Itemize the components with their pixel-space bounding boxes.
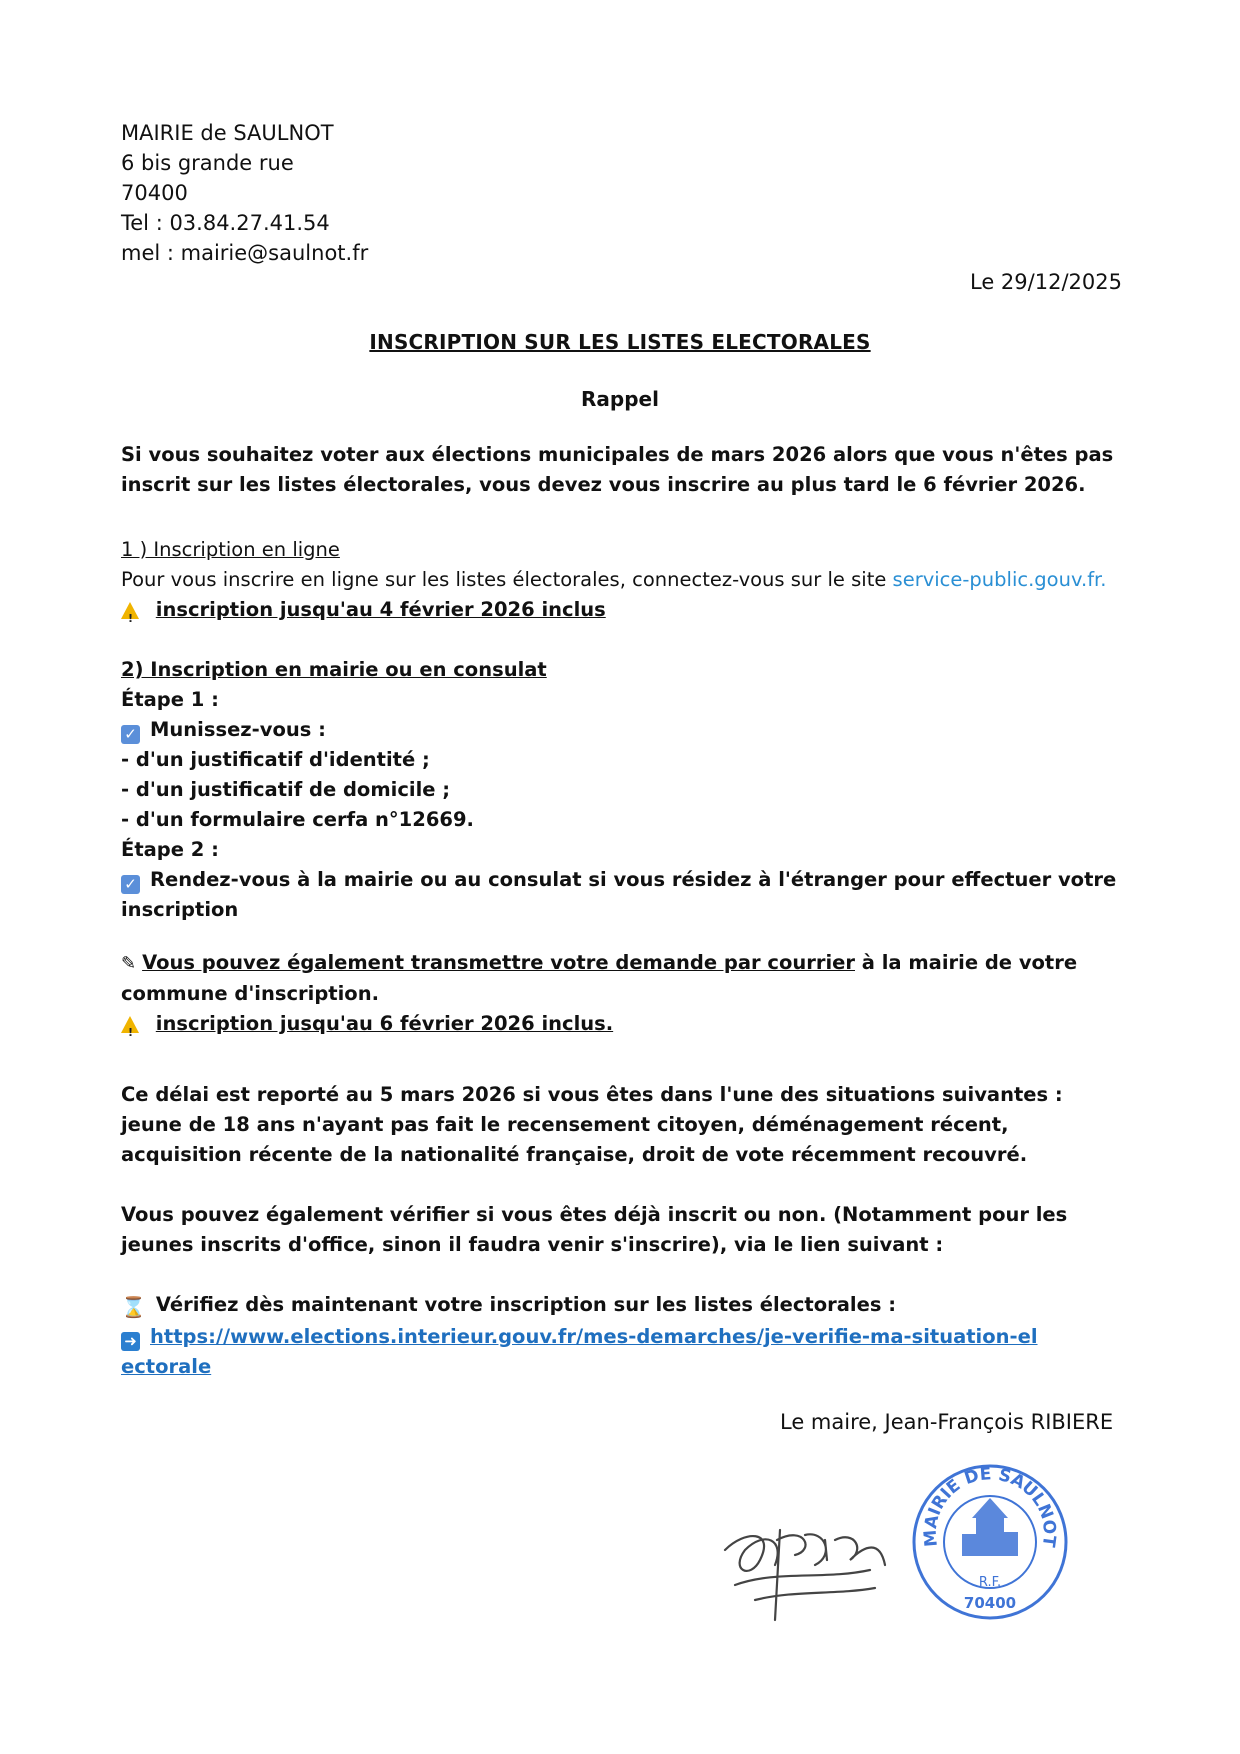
checkbox-icon: ✓ [121,725,140,744]
signature-image [715,1510,895,1630]
step2-item [121,865,1121,925]
sender-mail: mel : mairie@saulnot.fr [121,241,369,265]
extension-paragraph: Ce délai est reporté au 5 mars 2026 si vous êtes dans l'une des situations suivantes : jeune de 18 ans n'ayant pas fait le recensement citoyen, déménagement récent, acquisition récente de la nationalité française, droit de vote récemment recouvré. [121,1083,1063,1166]
online-deadline-text: inscription jusqu'au 4 février 2026 inclus [155,598,606,621]
verify-section [121,1290,1121,1382]
intro-paragraph: Si vous souhaitez voter aux élections municipales de mars 2026 alors que vous n'êtes pas inscrit sur les listes électorales, vous devez vous inscrire au plus tard le 6 février 2026. [121,443,1114,496]
page-subtitle: Rappel [581,387,659,411]
page-title: INSCRIPTION SUR LES LISTES ELECTORALES [369,330,871,354]
doc-item: - d'un justificatif d'identité ; [121,748,430,771]
section-online-text [121,565,1121,595]
checkbox-icon: ✓ [121,875,140,894]
section-mairie [121,655,1121,925]
doc-item: - d'un justificatif de domicile ; [121,778,451,801]
verify-link-row [121,1322,1041,1382]
step1-item [121,715,1121,745]
section-mairie-heading: 2) Inscription en mairie ou en consulat [121,658,547,681]
mail-option-text [121,948,1121,1009]
stamp-rf: R.F. [978,1575,1002,1590]
hourglass-icon: ⌛ [121,1295,146,1319]
step1-label: Étape 1 : [121,688,219,711]
mail-option-underlined: Vous pouvez également transmettre votre demande par courrier [142,951,855,974]
stamp-postcode: 70400 [963,1594,1017,1612]
warning-icon [121,602,139,619]
mail-deadline-text: inscription jusqu'au 6 février 2026 inclus. [155,1012,614,1035]
elections-link[interactable]: https://www.elections.interieur.gouv.fr/mes-demarches/je-verifie-ma-situation-electorale [121,1325,1038,1378]
section-online-heading: 1 ) Inscription en ligne [121,538,340,561]
verify-paragraph: Vous pouvez également vérifier si vous êtes déjà inscrit ou non. (Notamment pour les jeunes inscrits d'office, sinon il faudra venir s'inscrire), via le lien suivant : [121,1203,1068,1256]
mail-option-rest: à la mairie de votre commune d'inscription. [121,951,1078,1005]
step2-label: Étape 2 : [121,838,219,861]
stamp-text: MAIRIE DE SAULNOT [920,1464,1060,1549]
mail-deadline [121,1009,1121,1039]
verify-now-text: Vérifiez dès maintenant votre inscription sur les listes électorales : [155,1293,897,1316]
pen-icon: ✎ [121,953,137,974]
letter-date: Le 29/12/2025 [970,270,1122,294]
sender-postcode: 70400 [121,181,188,205]
arrow-right-icon: ➜ [121,1332,140,1351]
warning-icon [121,1016,139,1033]
sender-address [121,118,368,268]
mairie-stamp [910,1462,1070,1622]
doc-item: - d'un formulaire cerfa n°12669. [121,808,474,831]
signatory: Le maire, Jean-François RIBIERE [780,1410,1114,1434]
step2-item-text: Rendez-vous à la mairie ou au consulat si vous résidez à l'étranger pour effectuer votre inscription [121,868,1117,921]
step1-item-text: Munissez-vous : [150,718,326,741]
mail-option [121,948,1121,1039]
section-online-sentence: Pour vous inscrire en ligne sur les listes électorales, connectez-vous sur le site [121,568,893,591]
verify-now [121,1290,1121,1322]
sender-tel: Tel : 03.84.27.41.54 [121,211,330,235]
online-deadline [121,595,1121,625]
sender-street: 6 bis grande rue [121,151,294,175]
service-public-link[interactable]: service-public.gouv.fr. [892,568,1107,591]
section-online [121,535,1121,625]
sender-name: MAIRIE de SAULNOT [121,121,334,145]
